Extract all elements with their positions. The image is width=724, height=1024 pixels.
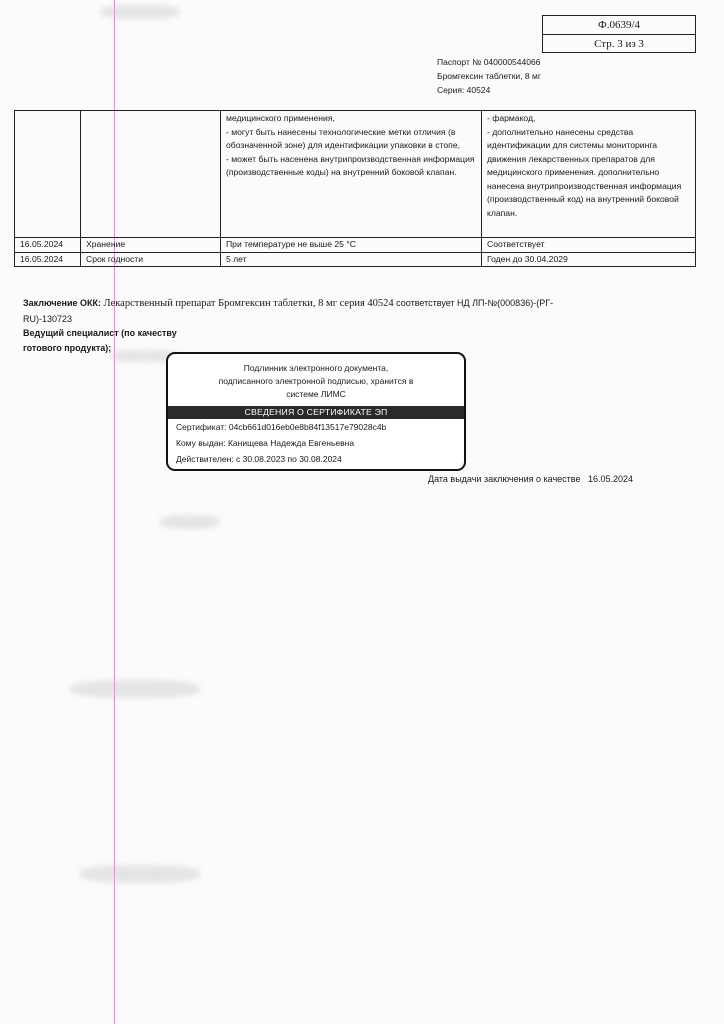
requirement-cell: При температуре не выше 25 °С: [221, 238, 482, 253]
table-row: [15, 111, 696, 238]
conclusion-conformity: соответствует НД ЛП-№(000836)-(РГ-RU)-130723: [23, 298, 554, 324]
table-row: [15, 238, 696, 253]
issue-date-value: 16.05.2024: [587, 474, 634, 484]
form-code: Ф.0639/4: [543, 16, 695, 35]
valid-row: [168, 451, 464, 467]
passport-number: Паспорт № 040000544066: [437, 57, 541, 67]
valid-label: Действителен:: [176, 454, 234, 464]
test-results-table: [14, 110, 696, 267]
test-name-cell: Хранение: [81, 238, 221, 253]
qc-conclusion: [23, 296, 583, 355]
scan-smudge: [100, 5, 180, 19]
passport-product: Бромгексин таблетки, 8 мг: [437, 71, 541, 81]
test-name-cell: Срок годности: [81, 252, 221, 267]
passport-series: Серия: 40524: [437, 85, 491, 95]
issued-label: Кому выдан:: [176, 438, 226, 448]
table-row: [15, 252, 696, 267]
specialist-line1: Ведущий специалист (по качеству: [23, 328, 177, 338]
form-code-box: [542, 15, 696, 53]
stamp-line2: подписанного электронной подписью, хранится в: [218, 376, 414, 386]
requirement-cell: 5 лет: [221, 252, 482, 267]
conclusion-label: Заключение ОКК:: [23, 298, 102, 308]
date-cell: 16.05.2024: [15, 238, 81, 253]
stamp-header: СВЕДЕНИЯ О СЕРТИФИКАТЕ ЭП: [168, 406, 464, 419]
page-number: Стр. 3 из 3: [594, 38, 644, 50]
scan-smudge: [70, 680, 200, 698]
valid-value: с 30.08.2023 по 30.08.2024: [236, 454, 342, 464]
issue-date-label: Дата выдачи заключения о качестве: [428, 474, 581, 484]
issued-value: Канищева Надежда Евгеньевна: [227, 438, 355, 448]
conclusion-text: Лекарственный препарат Бромгексин таблетки, 8 мг серия 40524: [103, 298, 394, 309]
scan-smudge: [160, 515, 220, 529]
cert-label: Сертификат:: [176, 422, 227, 432]
issued-row: [168, 435, 464, 451]
passport-info: [437, 55, 541, 97]
stamp-line3: системе ЛИМС: [286, 389, 346, 399]
result-cell: - фармакод, - дополнительно нанесены средства идентификации для системы мониторинга движения лекарственных препаратов для медицинского применения. дополнительно нанесена внутрипроизводственная информация (производственный код) на внутренний боковой клапан.: [482, 111, 696, 238]
requirement-cell: медицинского применения, - могут быть нанесены технологические метки отличия (в обозначенной зоне) для идентификации упаковки в стопе, - может быть насенена внутрипроизводственная информация (производственные коды) на внутренний боковой клапан.: [221, 111, 482, 238]
result-cell: Годен до 30.04.2029: [482, 252, 696, 267]
scan-smudge: [80, 865, 200, 883]
stamp-line1: Подлинник электронного документа,: [243, 363, 389, 373]
electronic-signature-stamp: [166, 352, 466, 471]
cert-value: 04cb661d016eb0e8b84f13517e79028c4b: [228, 422, 387, 432]
certificate-row: [168, 419, 464, 435]
result-cell: Соответствует: [482, 238, 696, 253]
specialist-line2: готового продукта);: [23, 342, 112, 353]
date-cell: 16.05.2024: [15, 252, 81, 267]
issue-date: [428, 474, 633, 484]
